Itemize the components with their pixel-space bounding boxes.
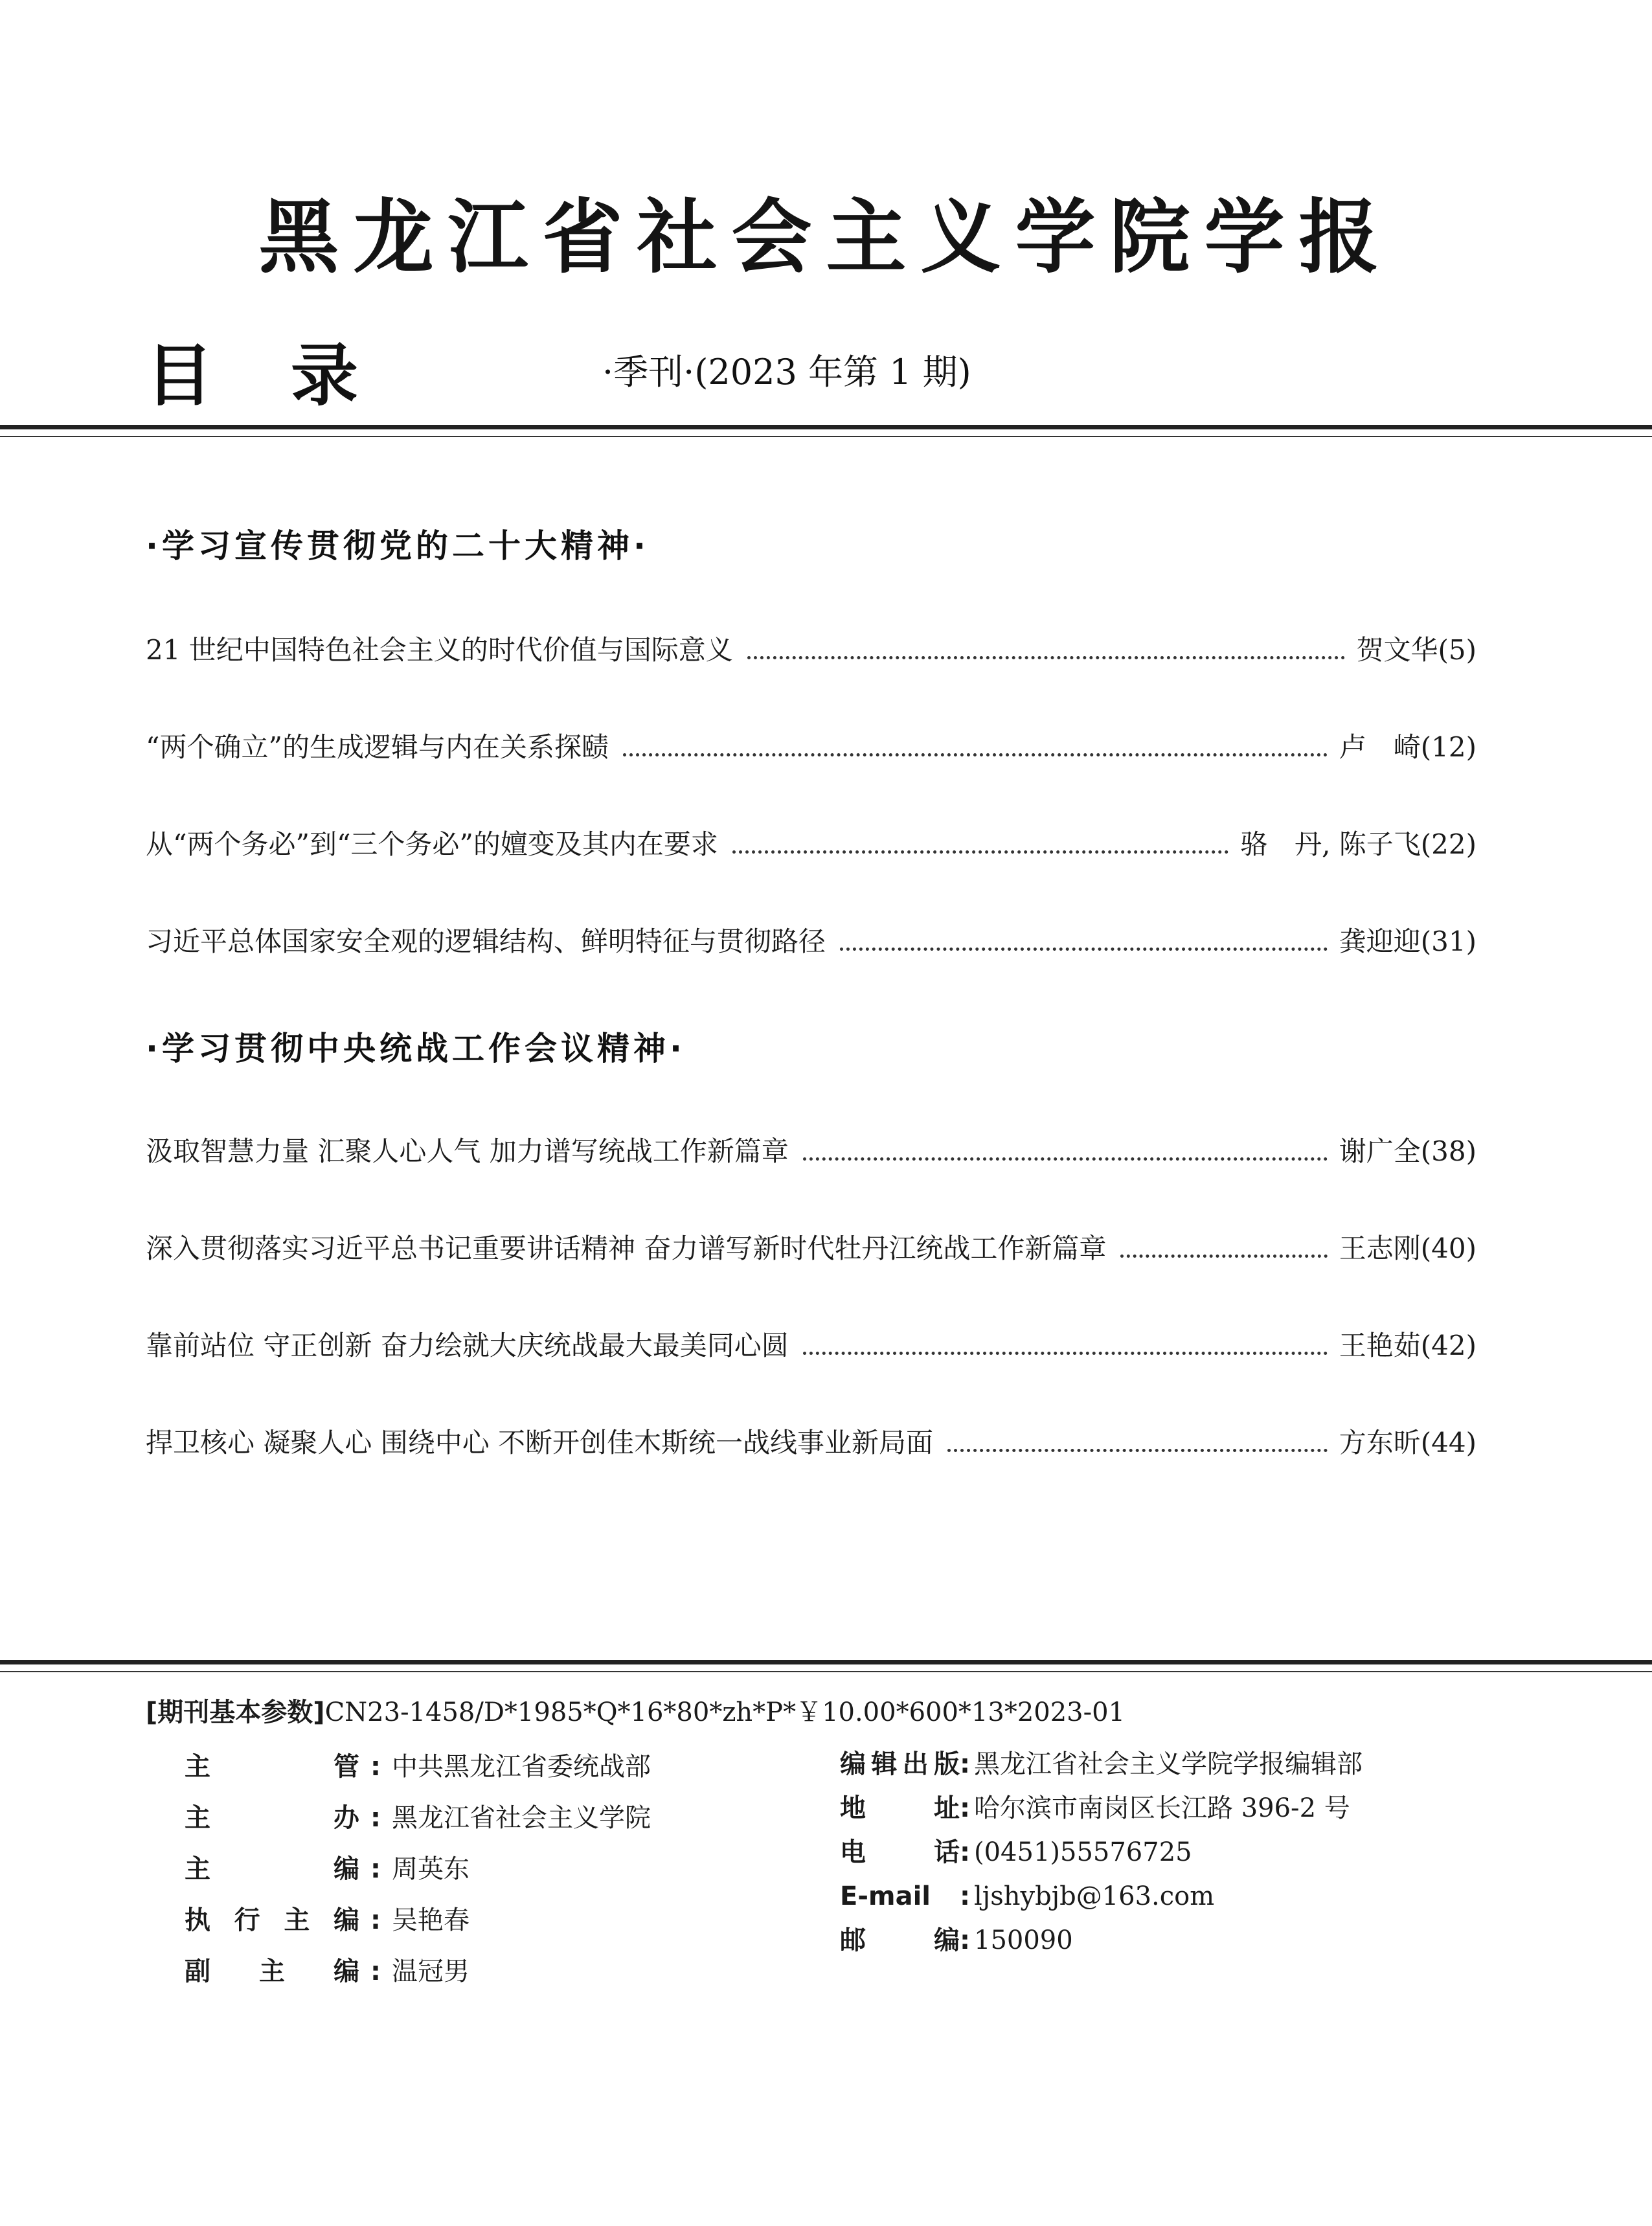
publisher-row [840,1790,1350,1826]
publisher-label: E-mail [840,1881,931,1911]
journal-title: 黑龙江省社会主义学院学报 [258,190,1394,284]
leader-dots [623,753,1328,756]
publisher-label: 地址 [840,1793,960,1823]
publisher-row [840,1834,1192,1870]
params-value: CN23-1458/D*1985*Q*16*80*zh*P*￥10.00*600*13*2023-01 [324,1698,1126,1727]
leader-dots [803,1352,1328,1355]
leader-dots [747,656,1345,659]
publisher-value: 150090 [974,1925,1073,1955]
publisher-value: 黑龙江省社会主义学院学报编辑部 [974,1749,1363,1779]
toc-entry-title: 捍卫核心 凝聚人心 围绕中心 不断开创佳木斯统一战线事业新局面 [146,1427,934,1459]
toc-entry-author-page: 贺文华(5) [1356,634,1477,666]
toc-entry-title: “两个确立”的生成逻辑与内在关系探赜 [146,731,609,763]
colon: : [960,1925,970,1955]
toc-entry[interactable] [146,1326,1477,1365]
publisher-label: 邮编 [840,1925,960,1955]
staff-value: 黑龙江省社会主义学院 [392,1803,651,1833]
header-rule-thin [0,436,1652,437]
colon: : [370,1803,381,1833]
toc-entry-title: 习近平总体国家安全观的逻辑结构、鲜明特征与贯彻路径 [146,926,826,957]
colon: : [370,1854,381,1884]
staff-label: 副主编 [185,1957,359,1986]
toc-entry-author-page: 骆 丹, 陈子飞(22) [1240,828,1477,860]
publisher-row [840,1922,1073,1959]
toc-entry[interactable] [146,631,1477,670]
section-title: ·学习宣传贯彻党的二十大精神· [146,527,650,565]
leader-dots [732,850,1228,854]
staff-label: 主管 [185,1752,359,1782]
toc-entry-author-page: 王志刚(40) [1339,1232,1477,1264]
footer-rule-thick [0,1660,1652,1664]
staff-label: 主编 [185,1854,359,1884]
staff-value: 温冠男 [392,1957,470,1986]
staff-value: 周英东 [392,1854,470,1884]
toc-entry-title: 21 世纪中国特色社会主义的时代价值与国际意义 [146,634,733,666]
journal-parameters [146,1697,1125,1728]
toc-entry-author-page: 王艳茹(42) [1339,1330,1477,1361]
issue-info: ·季刊·(2023 年第 1 期) [602,352,971,392]
staff-value: 中共黑龙江省委统战部 [392,1752,651,1782]
colon: : [370,1905,381,1935]
toc-entry[interactable] [146,728,1477,767]
colon: : [960,1793,970,1823]
staff-row [185,1800,651,1836]
colon: : [370,1957,381,1986]
leader-dots [1120,1255,1327,1258]
staff-row [185,1953,470,1990]
staff-value: 吴艳春 [392,1905,470,1935]
toc-entry-title: 从“两个务必”到“三个务必”的嬗变及其内在要求 [146,828,718,860]
email-link[interactable]: ljshybjb@163.com [974,1881,1215,1911]
colon: : [960,1881,970,1911]
publisher-value: (0451)55576725 [974,1837,1192,1867]
toc-entry[interactable] [146,825,1477,864]
publisher-row [840,1878,1214,1914]
colon: : [370,1752,381,1782]
colon: : [960,1837,970,1867]
leader-dots [947,1449,1328,1452]
toc-entry-author-page: 龚迎迎(31) [1339,926,1477,957]
toc-entry-title: 汲取智慧力量 汇聚人心人气 加力谱写统战工作新篇章 [146,1135,789,1167]
toc-entry-title: 深入贯彻落实习近平总书记重要讲话精神 奋力谱写新时代牡丹江统战工作新篇章 [146,1232,1107,1264]
staff-label: 主办 [185,1803,359,1833]
staff-label: 执行主编 [185,1905,359,1935]
toc-entry-author-page: 谢广全(38) [1339,1135,1477,1167]
publisher-label: 电话 [840,1837,960,1867]
publisher-value: 哈尔滨市南岗区长江路 396-2 号 [974,1793,1350,1823]
leader-dots [840,948,1328,951]
toc-entry[interactable] [146,922,1477,961]
params-label: [期刊基本参数] [146,1698,325,1727]
toc-entry-title: 靠前站位 守正创新 奋力绘就大庆统战最大最美同心圆 [146,1330,789,1361]
publisher-label: 编辑出版 [840,1749,960,1779]
toc-entry[interactable] [146,1229,1477,1268]
toc-label: 目录 [146,336,436,415]
toc-entry[interactable] [146,1424,1477,1462]
colon: : [960,1749,970,1779]
toc-entry-author-page: 卢 崎(12) [1339,731,1477,763]
header-rule-thick [0,425,1652,429]
toc-entry-author-page: 方东昕(44) [1339,1427,1477,1459]
section-title: ·学习贯彻中央统战工作会议精神· [146,1030,686,1067]
leader-dots [803,1157,1328,1161]
staff-row [185,1902,470,1938]
footer-rule-thin [0,1671,1652,1672]
staff-row [185,1749,651,1785]
publisher-row [840,1746,1363,1782]
toc-entry[interactable] [146,1132,1477,1171]
staff-row [185,1851,470,1887]
